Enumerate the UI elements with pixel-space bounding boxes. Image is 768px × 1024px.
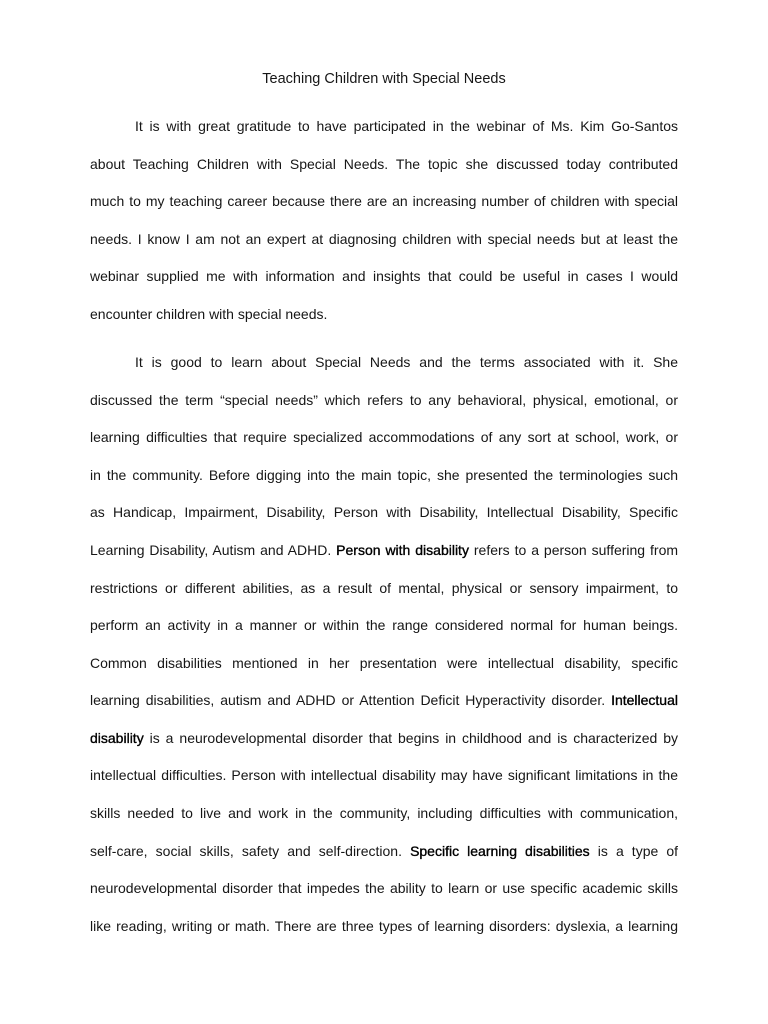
text-line: [90, 833, 678, 871]
text-line: Common disabilities mentioned in her presentation were intellectual disability, specific: [90, 654, 678, 671]
highlighted-term: Specific learning disabilities: [410, 842, 590, 859]
text-line: neurodevelopmental disorder that impedes the ability to learn or use specific academic skills: [90, 880, 678, 897]
paragraph: [90, 344, 678, 946]
text-line: in the community. Before digging into the main topic, she presented the terminologies such: [90, 466, 678, 483]
text-line: intellectual difficulties. Person with intellectual disability may have significant limitations in the: [90, 767, 678, 784]
text-line: [90, 720, 678, 758]
text-line: It is good to learn about Special Needs and the terms associated with it. She: [135, 353, 678, 370]
paragraph: [90, 108, 678, 334]
text-line: discussed the term “special needs” which refers to any behavioral, physical, emotional, or: [90, 391, 678, 408]
text-line: encounter children with special needs.: [90, 305, 328, 322]
document-title: Teaching Children with Special Needs: [262, 71, 506, 87]
text-line: needs. I know I am not an expert at diagnosing children with special needs but at least the: [90, 230, 678, 247]
text-line: restrictions or different abilities, as a result of mental, physical or sensory impairment, to: [90, 579, 678, 596]
text-line: webinar supplied me with information and insights that could be useful in cases I would: [90, 268, 678, 285]
text-line: [90, 532, 678, 570]
highlighted-term: disability: [90, 729, 144, 746]
text-line: [90, 682, 678, 720]
text-run: learning disabilities, autism and ADHD or Attention Deficit Hyperactivity disorder.: [90, 692, 606, 709]
text-line: as Handicap, Impairment, Disability, Person with Disability, Intellectual Disability, Specific: [90, 504, 678, 521]
highlighted-term: Intellectual: [611, 692, 678, 709]
text-line: about Teaching Children with Special Needs. The topic she discussed today contributed: [90, 155, 678, 172]
text-run: is a type of: [597, 842, 678, 859]
text-line: learning difficulties that require specialized accommodations of any sort at school, work, or: [90, 429, 678, 446]
text-line: like reading, writing or math. There are three types of learning disorders: dyslexia, a learning: [90, 917, 678, 934]
text-run: refers to a person suffering from: [473, 541, 678, 558]
text-line: perform an activity in a manner or within the range considered normal for human beings.: [90, 617, 678, 634]
highlighted-term: Person with disability: [336, 541, 469, 558]
text-run: self-care, social skills, safety and self-direction.: [90, 842, 402, 859]
document-body: [90, 61, 678, 956]
text-line: skills needed to live and work in the community, including difficulties with communication,: [90, 805, 678, 822]
text-run: Learning Disability, Autism and ADHD.: [90, 541, 332, 558]
text-run: is a neurodevelopmental disorder that begins in childhood and is characterized by: [149, 729, 678, 746]
text-line: much to my teaching career because there are an increasing number of children with special: [90, 193, 678, 210]
text-line: It is with great gratitude to have participated in the webinar of Ms. Kim Go-Santos: [135, 117, 678, 134]
